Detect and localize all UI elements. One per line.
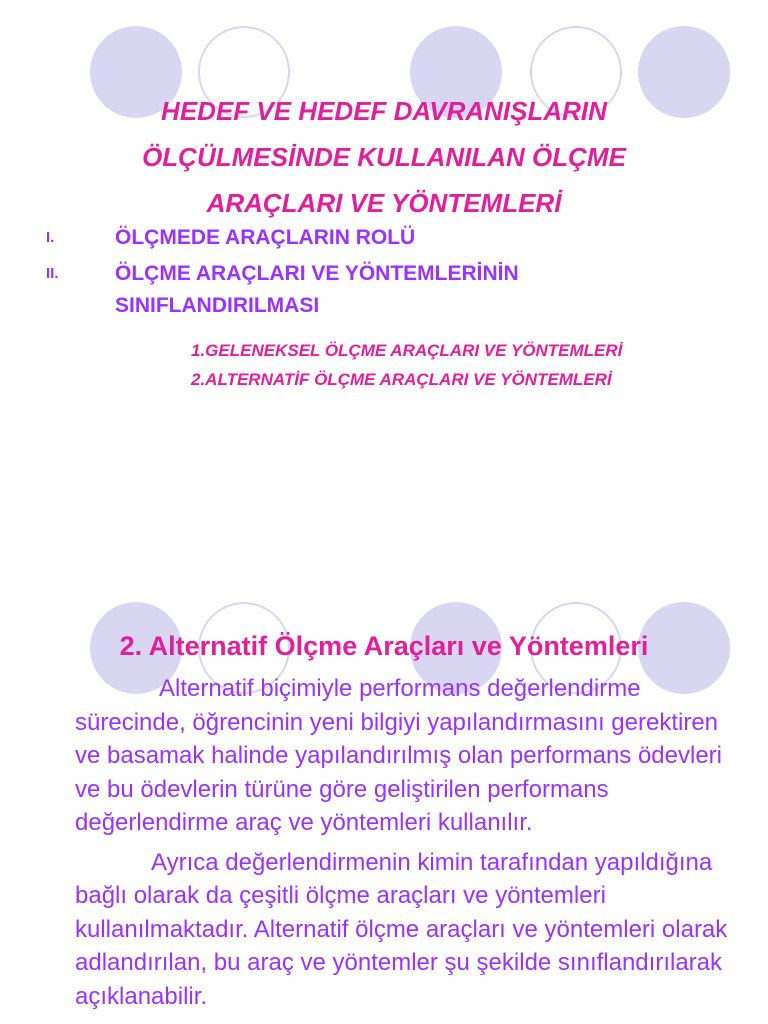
outline-marker: II. xyxy=(46,265,59,282)
slide-2-body xyxy=(75,672,735,1019)
outline-item xyxy=(0,222,768,258)
outline-marker: I. xyxy=(46,229,55,246)
body-paragraph: Ayrıca değerlendirmenin kimin tarafından yapıldığına bağlı olarak da çeşitli ölçme araçları ve yöntemleri kullanılmaktadır. Alternatif ölçme araçları ve yöntemleri olarak adlandırılan, bu araç ve yöntemler şu şekilde sınıflandırılarak açıklanabilir. xyxy=(75,848,728,1010)
body-paragraph: Alternatif biçimiyle performans değerlendirme sürecinde, öğrencinin yeni bilgiyi yapılandırmasını gerektiren ve basamak halinde yapılandırılmış olan performans ödevleri ve bu ödevlerin türüne göre geliştirilen performans değerlendirme araç ve yöntemleri kullanılır. xyxy=(75,675,723,836)
outline-item-text: ÖLÇME ARAÇLARI VE YÖNTEMLERİNİN SINIFLANDIRILMASI xyxy=(115,262,519,317)
outline-item xyxy=(0,258,768,322)
outline-list xyxy=(0,222,768,322)
title-line-1: HEDEF VE HEDEF DAVRANIŞLARIN xyxy=(161,96,607,126)
outline-item-text: ÖLÇMEDE ARAÇLARIN ROLÜ xyxy=(115,226,416,249)
slide-2 xyxy=(0,576,768,1024)
slide-1-title xyxy=(60,88,708,226)
title-line-2: ÖLÇÜLMESİNDE KULLANILAN ÖLÇME xyxy=(142,142,626,172)
sub-outline-list xyxy=(115,336,745,394)
sub-outline-item: 1.GELENEKSEL ÖLÇME ARAÇLARI VE YÖNTEMLERİ xyxy=(191,341,623,360)
sub-outline-item: 2.ALTERNATİF ÖLÇME ARAÇLARI VE YÖNTEMLERİ xyxy=(191,370,612,389)
title-line-3: ARAÇLARI VE YÖNTEMLERİ xyxy=(206,188,562,218)
slide-2-title: 2. Alternatif Ölçme Araçları ve Yöntemleri xyxy=(119,631,649,661)
